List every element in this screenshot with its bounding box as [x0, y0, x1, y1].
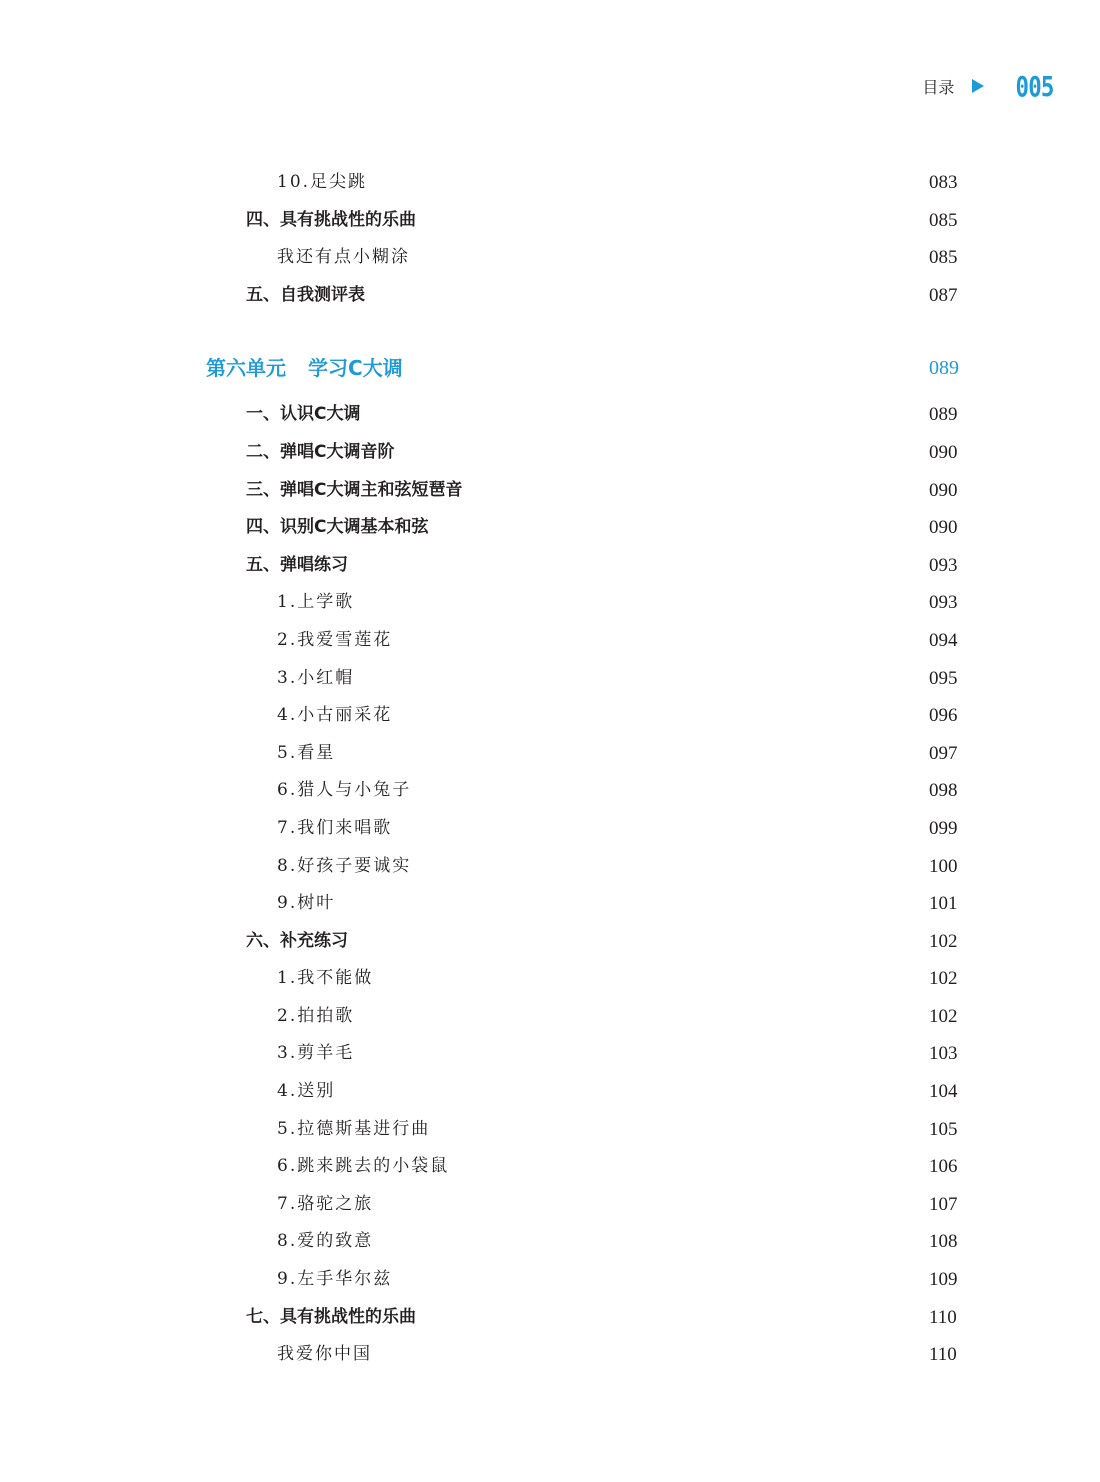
toc-entry-title: 1.上学歌 [277, 592, 355, 613]
toc-section-page: 090 [929, 517, 958, 539]
toc-entry-title: 9.左手华尔兹 [277, 1269, 393, 1290]
play-triangle-icon [972, 79, 984, 93]
toc-entry-page: 109 [929, 1269, 958, 1291]
toc-unit-name: 学习C大调 [308, 356, 403, 381]
toc-section-title: 四、具有挑战性的乐曲 [246, 209, 416, 230]
toc-entry[interactable] [0, 735, 1100, 773]
toc-section-title: 五、自我测评表 [246, 284, 365, 305]
toc-section-page: 090 [929, 441, 958, 463]
toc-entry-page: 104 [929, 1081, 958, 1103]
toc-entry-page: 108 [929, 1231, 958, 1253]
toc-entry-page: 095 [929, 667, 958, 689]
toc-entry[interactable] [0, 848, 1100, 886]
toc-entry-page: 105 [929, 1118, 958, 1140]
toc-entry-page: 083 [929, 172, 958, 193]
toc-entry[interactable] [0, 1111, 1100, 1149]
toc-entry-page: 103 [929, 1043, 958, 1065]
toc-entry-title: 4.小古丽采花 [277, 705, 393, 726]
toc-section[interactable] [0, 547, 1100, 585]
toc-entry-title: 2.拍拍歌 [277, 1005, 355, 1026]
toc-section-title: 二、弹唱C大调音阶 [246, 441, 395, 462]
toc-entry-title: 6.跳来跳去的小袋鼠 [277, 1156, 450, 1177]
toc-section[interactable] [0, 509, 1100, 547]
toc-unit-heading[interactable] [0, 340, 1100, 396]
toc-entry[interactable] [0, 1336, 1100, 1374]
toc-unit-title [206, 340, 403, 396]
toc-section-page: 093 [929, 554, 958, 576]
toc-entry-title: 8.好孩子要诚实 [277, 855, 412, 876]
toc-entry[interactable] [0, 772, 1100, 810]
toc-section-page: 089 [929, 404, 958, 426]
toc-entry[interactable] [0, 1148, 1100, 1186]
toc-entry[interactable] [0, 622, 1100, 660]
toc-section-title: 一、认识C大调 [246, 404, 361, 425]
toc-entry-page: 098 [929, 780, 958, 802]
toc-entry-title: 3.小红帽 [277, 667, 355, 688]
toc-entry[interactable] [0, 1035, 1100, 1073]
toc-entry-page: 093 [929, 592, 958, 614]
toc-section[interactable] [0, 434, 1100, 472]
toc-entry-page: 100 [929, 855, 958, 877]
toc-entry-page: 099 [929, 817, 958, 839]
toc-entry[interactable] [0, 164, 1100, 202]
toc-entry-title: 9.树叶 [277, 893, 336, 914]
toc-entry-page: 110 [929, 1344, 957, 1366]
toc-unit-page: 089 [929, 357, 959, 380]
toc-section-title: 六、补充练习 [246, 930, 348, 951]
toc-entry[interactable] [0, 660, 1100, 698]
toc-section[interactable] [0, 396, 1100, 434]
toc-entry-page: 085 [929, 247, 958, 269]
toc-entry-page: 107 [929, 1193, 958, 1215]
table-of-contents [0, 164, 1100, 1374]
toc-section-page: 087 [929, 284, 958, 306]
toc-entry[interactable] [0, 697, 1100, 735]
toc-section-page: 085 [929, 209, 958, 231]
header-page-number: 005 [1015, 69, 1054, 103]
toc-entry[interactable] [0, 584, 1100, 622]
toc-section[interactable] [0, 277, 1100, 315]
toc-entry-title: 1.我不能做 [277, 968, 374, 989]
toc-section-page: 090 [929, 479, 958, 501]
toc-entry[interactable] [0, 885, 1100, 923]
toc-section[interactable] [0, 202, 1100, 240]
toc-entry-title: 2.我爱雪莲花 [277, 629, 393, 650]
toc-entry-title: 6.猎人与小兔子 [277, 780, 412, 801]
toc-entry-title: 我还有点小糊涂 [277, 247, 410, 268]
toc-entry-title: 8.爱的致意 [277, 1231, 374, 1252]
toc-entry-title: 4.送别 [277, 1081, 336, 1102]
toc-entry[interactable] [0, 998, 1100, 1036]
toc-entry-page: 102 [929, 968, 958, 990]
page-header [922, 66, 1054, 106]
toc-entry[interactable] [0, 1186, 1100, 1224]
toc-entry-title: 5.看星 [277, 742, 336, 763]
toc-entry[interactable] [0, 810, 1100, 848]
toc-section[interactable] [0, 1299, 1100, 1337]
toc-entry-title: 7.骆驼之旅 [277, 1193, 374, 1214]
toc-section-title: 五、弹唱练习 [246, 554, 348, 575]
toc-entry[interactable] [0, 239, 1100, 277]
toc-section-title: 七、具有挑战性的乐曲 [246, 1306, 416, 1327]
toc-entry[interactable] [0, 960, 1100, 998]
toc-section-page: 102 [929, 930, 958, 952]
toc-entry-title: 3.剪羊毛 [277, 1043, 355, 1064]
header-section-label: 目录 [922, 77, 955, 97]
toc-entry-title: 7.我们来唱歌 [277, 817, 393, 838]
toc-entry[interactable] [0, 1223, 1100, 1261]
toc-entry-title: 10.足尖跳 [277, 172, 368, 192]
toc-entry-page: 106 [929, 1156, 958, 1178]
toc-entry-page: 094 [929, 629, 958, 651]
toc-entry-page: 101 [929, 893, 958, 915]
toc-entry[interactable] [0, 1073, 1100, 1111]
toc-entry-page: 102 [929, 1005, 958, 1027]
toc-unit-number: 第六单元 [206, 356, 286, 381]
toc-entry-title: 5.拉德斯基进行曲 [277, 1118, 431, 1139]
toc-section[interactable] [0, 923, 1100, 961]
toc-section-title: 四、识别C大调基本和弦 [246, 517, 429, 538]
toc-entry-title: 我爱你中国 [277, 1344, 372, 1365]
toc-section-page: 110 [929, 1306, 957, 1328]
toc-entry[interactable] [0, 1261, 1100, 1299]
toc-entry-page: 096 [929, 705, 958, 727]
toc-entry-page: 097 [929, 742, 958, 764]
toc-section-title: 三、弹唱C大调主和弦短琶音 [246, 479, 463, 500]
toc-section[interactable] [0, 472, 1100, 510]
